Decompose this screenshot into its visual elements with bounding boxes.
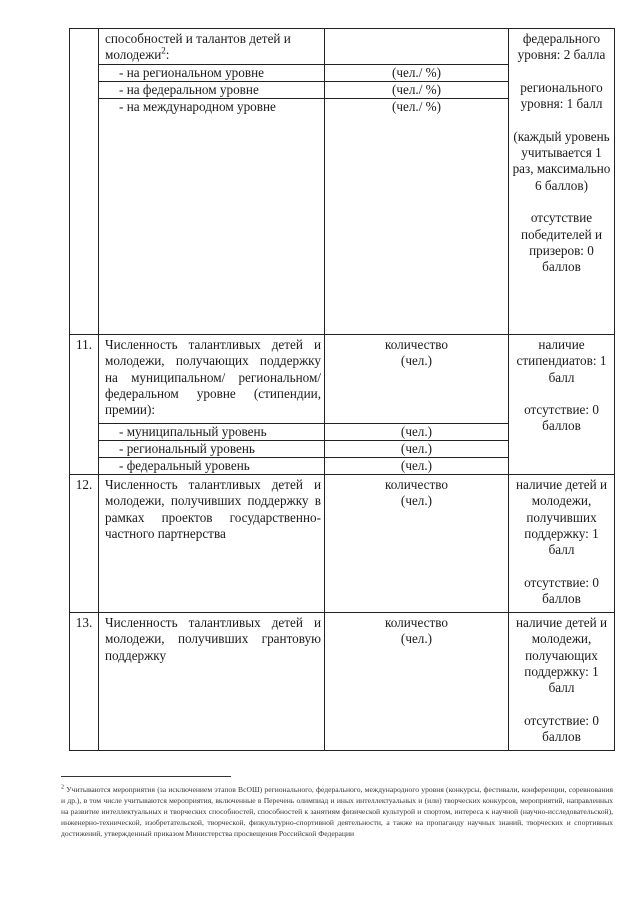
sub-item-label: - муниципальный уровень	[119, 423, 267, 439]
row-unit: количество (чел.)	[385, 476, 448, 509]
criteria-text: отсутствие: 0 баллов	[524, 402, 599, 434]
footnote-mark: 2	[61, 784, 64, 791]
footnote	[61, 784, 613, 839]
criteria-cell	[509, 29, 615, 335]
description-cell	[99, 29, 325, 65]
footnote-text: Учитываются мероприятия (за исключением этапов ВсОШ) регионального, федерального, международного уровня (конкурсы, фестивали, конференции, соревнования и др.), в том числе учитываются мероприятия, включенные в Перечень олимпиад и иных интеллектуальных и (или) творческих конкурсов, мероприятий, направленных на развитие интеллектуальных и творческих способностей, способностей к занятиям физической культурой и спортом, интереса к научной (научно-исследовательской), инженерно-технической, изобретательской, творческой, физкультурно-спортивной деятельности, а также на пропаганду научных знаний, творческих и спортивных достижений, утвержденный приказом Министерства просвещения Российской Федерации	[61, 785, 613, 838]
criteria-text: наличие детей и молодежи, получивших поддержку: 1 балл	[515, 476, 608, 558]
row-description: способностей и талантов детей и молодежи$^2$:	[105, 31, 291, 63]
table-row	[70, 29, 615, 65]
row-unit: количество (чел.)	[385, 614, 448, 647]
criteria-text: отсутствие победителей и призеров: 0 баллов	[520, 210, 603, 275]
table-row	[70, 612, 615, 750]
row-number: 11.	[70, 334, 99, 474]
row-number: 13.	[70, 612, 99, 750]
criteria-text: наличие детей и молодежи, получающих поддержку: 1 балл	[515, 614, 608, 696]
row-description: Численность талантливых детей и молодежи, получающих поддержку на муниципальном/ региональном/федеральном уровне (стипендии, премии):	[105, 336, 321, 418]
unit-cell	[325, 29, 509, 65]
footnote-ref: 2	[161, 46, 166, 57]
sub-item-label: - региональный уровень	[119, 440, 255, 456]
row-number-cell	[70, 29, 99, 335]
criteria-text: наличие стипендиатов: 1 балл	[516, 336, 607, 385]
table-row	[70, 474, 615, 612]
sub-item-unit: (чел./ %)	[391, 81, 442, 97]
footnote-divider	[61, 776, 231, 777]
criteria-text: федерального уровня: 2 балла	[517, 31, 606, 63]
criteria-text: (каждый уровень учитывается 1 раз, максимально 6 баллов)	[512, 128, 611, 193]
criteria-cell	[509, 612, 615, 750]
row-number: 12.	[70, 474, 99, 612]
sub-item-label: - федеральный уровень	[119, 457, 250, 473]
sub-item-label: - на федеральном уровне	[119, 81, 259, 97]
criteria-text: регионального уровня: 1 балл	[520, 79, 603, 112]
sub-item-label: - на региональном уровне	[119, 64, 264, 80]
row-unit: количество (чел.)	[385, 336, 448, 369]
sub-item-unit: (чел./ %)	[391, 98, 442, 114]
sub-item-unit: (чел.)	[400, 423, 433, 439]
criteria-cell	[509, 474, 615, 612]
row-description: Численность талантливых детей и молодежи, получивших грантовую поддержку	[105, 614, 321, 663]
sub-item-label: - на международном уровне	[119, 98, 276, 114]
criteria-text: отсутствие: 0 баллов	[524, 574, 599, 607]
table-row	[70, 334, 615, 423]
sub-item-unit: (чел.)	[400, 457, 433, 473]
criteria-table	[69, 28, 615, 751]
sub-item-unit: (чел.)	[400, 440, 433, 456]
criteria-cell	[509, 334, 615, 474]
criteria-text: отсутствие: 0 баллов	[524, 712, 599, 745]
row-description: Численность талантливых детей и молодежи, получивших поддержку в рамках проектов государственно-частного партнерства	[105, 476, 321, 542]
sub-item-unit: (чел./ %)	[391, 64, 442, 80]
